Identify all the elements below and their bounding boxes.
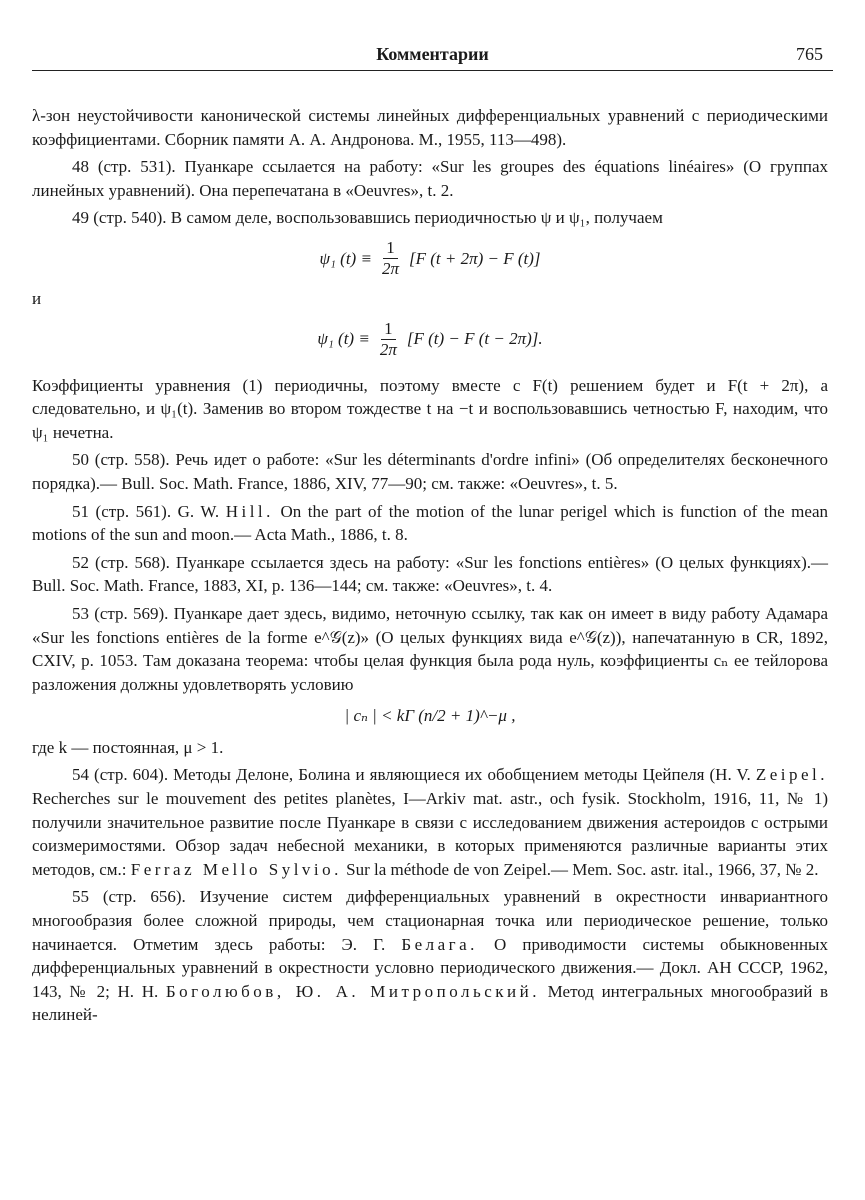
formula-2-denominator: 2π xyxy=(379,339,397,359)
formula-2 xyxy=(32,319,828,360)
formula-1-left: ψ₁ (t) ≡ xyxy=(319,248,372,268)
note-55-text-a: 55 (стр. 656). Изучение систем дифференциальных уравнений в окрестности инвариантного многообразия более сложной природы, чем стационарная точка или периодическое решение, только начинается. Отметим здесь работы: Э. Г. xyxy=(32,887,828,954)
note-54-text-a: 54 (стр. 604). Методы Делоне, Болина и являющиеся их обобщением методы Цейпеля (H. V. xyxy=(72,765,751,785)
note-55-text-c: Метод интегральных многообразий в нелиней- xyxy=(32,981,829,1025)
note-54-text-b: Recherches sur le mouvement des petites planètes, I—Arkiv mat. astr., och fysik. Stockholm, 1916, 11, № 1) получили значительное развитие после Пуанкаре в связи с исследованием движения астероидов с острыми соизмеримостями. Обзор задач небесной механики, в которых применяются различные варианты этих методов, см.: xyxy=(32,789,828,879)
page-number: 765 xyxy=(796,44,823,64)
note-51-text-b: On the part of the motion of the lunar perigel which is function of the mean motions of the sun and moon.— Acta Math., 1886, t. 8. xyxy=(32,501,828,545)
header-title: Комментарии xyxy=(376,44,489,64)
note-55-author-2: Боголюбов, Ю. А. Митропольский. xyxy=(165,981,540,1001)
formula-1-numerator: 1 xyxy=(383,238,398,259)
note-53: 53 (стр. 569). Пуанкаре дает здесь, видимо, неточную ссылку, так как он имеет в виду работу Адамара «Sur les fonctions entières de la forme e^𝒢(z)» (О целых функциях вида e^𝒢(z)), напечатанную в CR, 1892, CXIV, p. 1053. Там доказана теорема: чтобы целая функция была рода нуль, коэффициенты cₙ ее тейлорова разложения должны удовлетворять условию xyxy=(32,603,828,694)
note-54 xyxy=(32,763,828,881)
formula-1-right: [F (t + 2π) − F (t)] xyxy=(408,248,541,268)
note-55 xyxy=(32,885,828,1027)
note-51 xyxy=(32,500,828,547)
formula-1-fraction xyxy=(382,238,399,279)
note-49-continuation: Коэффициенты уравнения (1) периодичны, поэтому вместе с F(t) решением будет и F(t + 2π), а следовательно, и ψ₁(t). Заменив во втором тождестве t на −t и воспользовавшись четностью F, находим, что ψ₁ нечетна. xyxy=(32,375,828,442)
note-51-author: Hill. xyxy=(225,501,274,521)
conjunction: и xyxy=(32,288,42,308)
formula-1-denominator: 2π xyxy=(381,258,399,278)
formula-1 xyxy=(32,238,828,279)
note-50: 50 (стр. 558). Речь идет о работе: «Sur les déterminants d'ordre infini» (Об определителях бесконечного порядка).— Bull. Soc. Math. France, 1886, XIV, 77—90; см. также: «Oeuvres», t. 5. xyxy=(32,450,828,493)
formula-3: | cₙ | < kΓ (n/2 + 1)^−μ , xyxy=(344,706,516,726)
note-54-author-2: Ferraz Mello Sylvio. xyxy=(130,859,342,879)
note-51-text-a: 51 (стр. 561). G. W. xyxy=(72,501,220,521)
note-52: 52 (стр. 568). Пуанкаре ссылается здесь на работу: «Sur les fonctions entières» (О целых функциях).— Bull. Soc. Math. France, 1883, XI, p. 136—144; см. также: «Oeuvres», t. 4. xyxy=(32,552,828,596)
formula-2-numerator: 1 xyxy=(381,319,396,340)
formula-2-fraction xyxy=(380,319,397,360)
running-header xyxy=(32,44,833,71)
note-48: 48 (стр. 531). Пуанкаре ссылается на работу: «Sur les groupes des équations linéaires» (О группах линейных уравнений). Она перепечатана в «Oeuvres», t. 2. xyxy=(32,157,828,200)
paragraph-continuation: λ-зон неустойчивости канонической системы линейных дифференциальных уравнений с периодическими коэффициентами. Сборник памяти А. А. Андронова. М., 1955, 113—498). xyxy=(32,106,828,149)
note-54-text-c: Sur la méthode de von Zeipel.— Mem. Soc. astr. ital., 1966, 37, № 2. xyxy=(346,859,819,879)
note-53-continuation: где k — постоянная, μ > 1. xyxy=(32,737,224,757)
note-49: 49 (стр. 540). В самом деле, воспользовавшись периодичностью ψ и ψ₁, получаем xyxy=(72,208,663,228)
formula-2-right: [F (t) − F (t − 2π)]. xyxy=(406,329,543,349)
note-55-author-1: Белага. xyxy=(401,934,478,954)
note-55-text-b: О приводимости системы обыкновенных дифференциальных уравнений в окрестности условно периодического движения.— Докл. АН СССР, 1962, 143, № 2; Н. Н. xyxy=(32,934,828,1001)
commentary-body xyxy=(32,104,828,1031)
formula-2-left: ψ₁ (t) ≡ xyxy=(317,329,370,349)
note-54-author-1: Zeipel. xyxy=(755,765,828,785)
